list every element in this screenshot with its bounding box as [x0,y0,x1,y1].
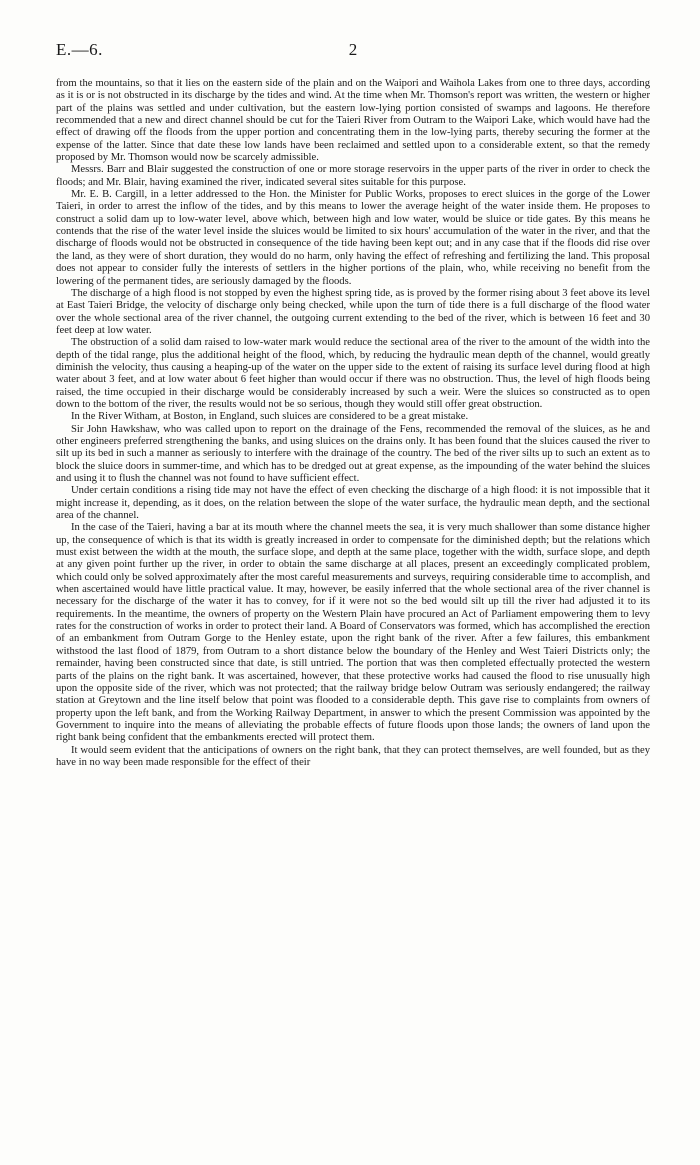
paragraph: It would seem evident that the anticipations of owners on the right bank, that they can protect themselves, are well founded, but as they have in no way been made responsible for the effect of their [56,744,650,768]
paragraph: from the mountains, so that it lies on the eastern side of the plain and on the Waipori and Waihola Lakes from one to three days, according as it is or is not obstructed in its discharge by the tides and wind. At the time when Mr. Thomson's report was written, the western or higher part of the plains was settled and under cultivation, but the eastern low-lying portion consisted of swamps and lagoons. He therefore recommended that a new and direct channel should be cut for the Taieri River from Outram to the Waipori Lake, which would have had the effect of drawing off the floods from the upper portion and concentrating them in the low-lying parts, thereby securing the former at the expense of the latter. Since that date these low lands have been reclaimed and settled upon to a considerable extent, so that the remedy proposed by Mr. Thomson would now be scarcely admissible. [56,78,650,164]
paragraph: Messrs. Barr and Blair suggested the construction of one or more storage reservoirs in the upper parts of the river in order to check the floods; and Mr. Blair, having examined the river, indicated several sites suitable for this purpose. [56,164,650,188]
page-number: 2 [348,40,358,59]
paragraph: The obstruction of a solid dam raised to low-water mark would reduce the sectional area of the river to the amount of the width into the depth of the tidal range, plus the additional height of the flood, which, by reducing the hydraulic mean depth of the channel, would greatly diminish the velocity, thus causing a heaping-up of the water on the upper side to the extent of raising its surface level during flood at high water about 3 feet, and at low water about 6 feet higher than would occur if there was no obstruction. Thus, the level of high floods being raised, the time occupied in their discharge would be considerably increased by such a weir. Were the sluices so constructed as to open down to the bottom of the river, the results would not be so serious, though they would still offer great obstruction. [56,337,650,410]
paragraph: The discharge of a high flood is not stopped by even the highest spring tide, as is proved by the former rising about 3 feet above its level at East Taieri Bridge, the velocity of discharge only being checked, while upon the turn of tide there is a full discharge of the flood water over the whole sectional area of the river channel, the outgoing current extending to the bed of the river, which is between 16 feet and 30 feet deep at low water. [56,287,650,336]
body-text [56,78,650,769]
paragraph: Under certain conditions a rising tide may not have the effect of even checking the discharge of a high flood: it is not impossible that it might increase it, depending, as it does, on the relation between the slope of the water surface, the hydraulic mean depth, and the sectional area of the channel. [56,485,650,522]
paragraph: In the case of the Taieri, having a bar at its mouth where the channel meets the sea, it is very much shallower than some distance higher up, the consequence of which is that its width is greatly increased in order to compensate for the diminished depth; but the relations which must exist between the width at the mouth, the surface slope, and depth at the same place, together with the width, surface slope, and depth at any given point further up the river, in order to obtain the same discharge at all places, present an exceedingly complicated problem, which could only be solved approximately after the most careful measurements and surveys, requiring considerable time to accomplish, and when ascertained would have little practical value. It may, however, be easily inferred that the whole sectional area of the river channel is necessary for the discharge of the water it has to convey, for if it were not so the bed would silt up till the river had adjusted it to its requirements. In the meantime, the owners of property on the Western Plain have procured an Act of Parliament empowering them to levy rates for the construction of works in order to protect their land. A Board of Conservators was formed, which has accomplished the erection of an embankment from Outram Gorge to the Henley estate, upon the right bank of the river. After a few failures, this embankment withstood the last flood of 1879, from Outram to a short distance below the boundary of the Henley and West Taieri Districts only; the remainder, having been constructed since that date, is still untried. The portion that was then completed effectually protected the western parts of the plains on the right bank. It was ascertained, however, that these protective works had caused the flood to rise unusually high upon the opposite side of the river, which was not protected; that the railway bridge below Outram was seriously endangered; the railway station at Greytown and the line itself below that point was flooded to a considerable depth. This gave rise to complaints from owners of property upon the left bank, and from the Working Railway Department, in answer to which the present Commission was appointed by the Government to inquire into the means of alleviating the probable effects of future floods upon those lands; the owners of land upon the right bank being confident that the embankments erected will protect them. [56,522,650,744]
paragraph: Sir John Hawkshaw, who was called upon to report on the drainage of the Fens, recommended the removal of the sluices, as he and other engineers preferred strengthening the banks, and using sluices on the drains only. It has been found that the sluices caused the river to silt up its bed in such a manner as seriously to interfere with the drainage of the country. The bed of the river silts up to such an extent as to block the sluice doors in summer-time, and which has to be dredged out at great expense, as the impounding of the water behind the sluices and using it to flush the channel was not found to have sufficient effect. [56,423,650,484]
document-reference: E.—6. [56,40,103,59]
page-header [56,40,650,64]
paragraph: Mr. E. B. Cargill, in a letter addressed to the Hon. the Minister for Public Works, proposes to erect sluices in the gorge of the Lower Taieri, in order to arrest the inflow of the tides, and by this means to lower the average height of the water inside them. He proposes to construct a solid dam up to low-water level, above which, between high and low water, would be sluice or tide gates. By this means he contends that the rise of the water level inside the sluices would be limited to six hours' accumulation of the water in the river, and that the discharge of floods would not be obstructed in consequence of the tide having been kept out; and in any case that if the floods did rise over the land, as they were of short duration, they would do no harm, only having the effect of refreshing and fertilizing the land. This proposal does not appear to consider fully the interests of settlers in the higher portions of the plain, who, while receiving no benefit from the lowering of the permanent tides, are seriously damaged by the floods. [56,189,650,287]
paragraph: In the River Witham, at Boston, in England, such sluices are considered to be a great mistake. [71,411,469,423]
